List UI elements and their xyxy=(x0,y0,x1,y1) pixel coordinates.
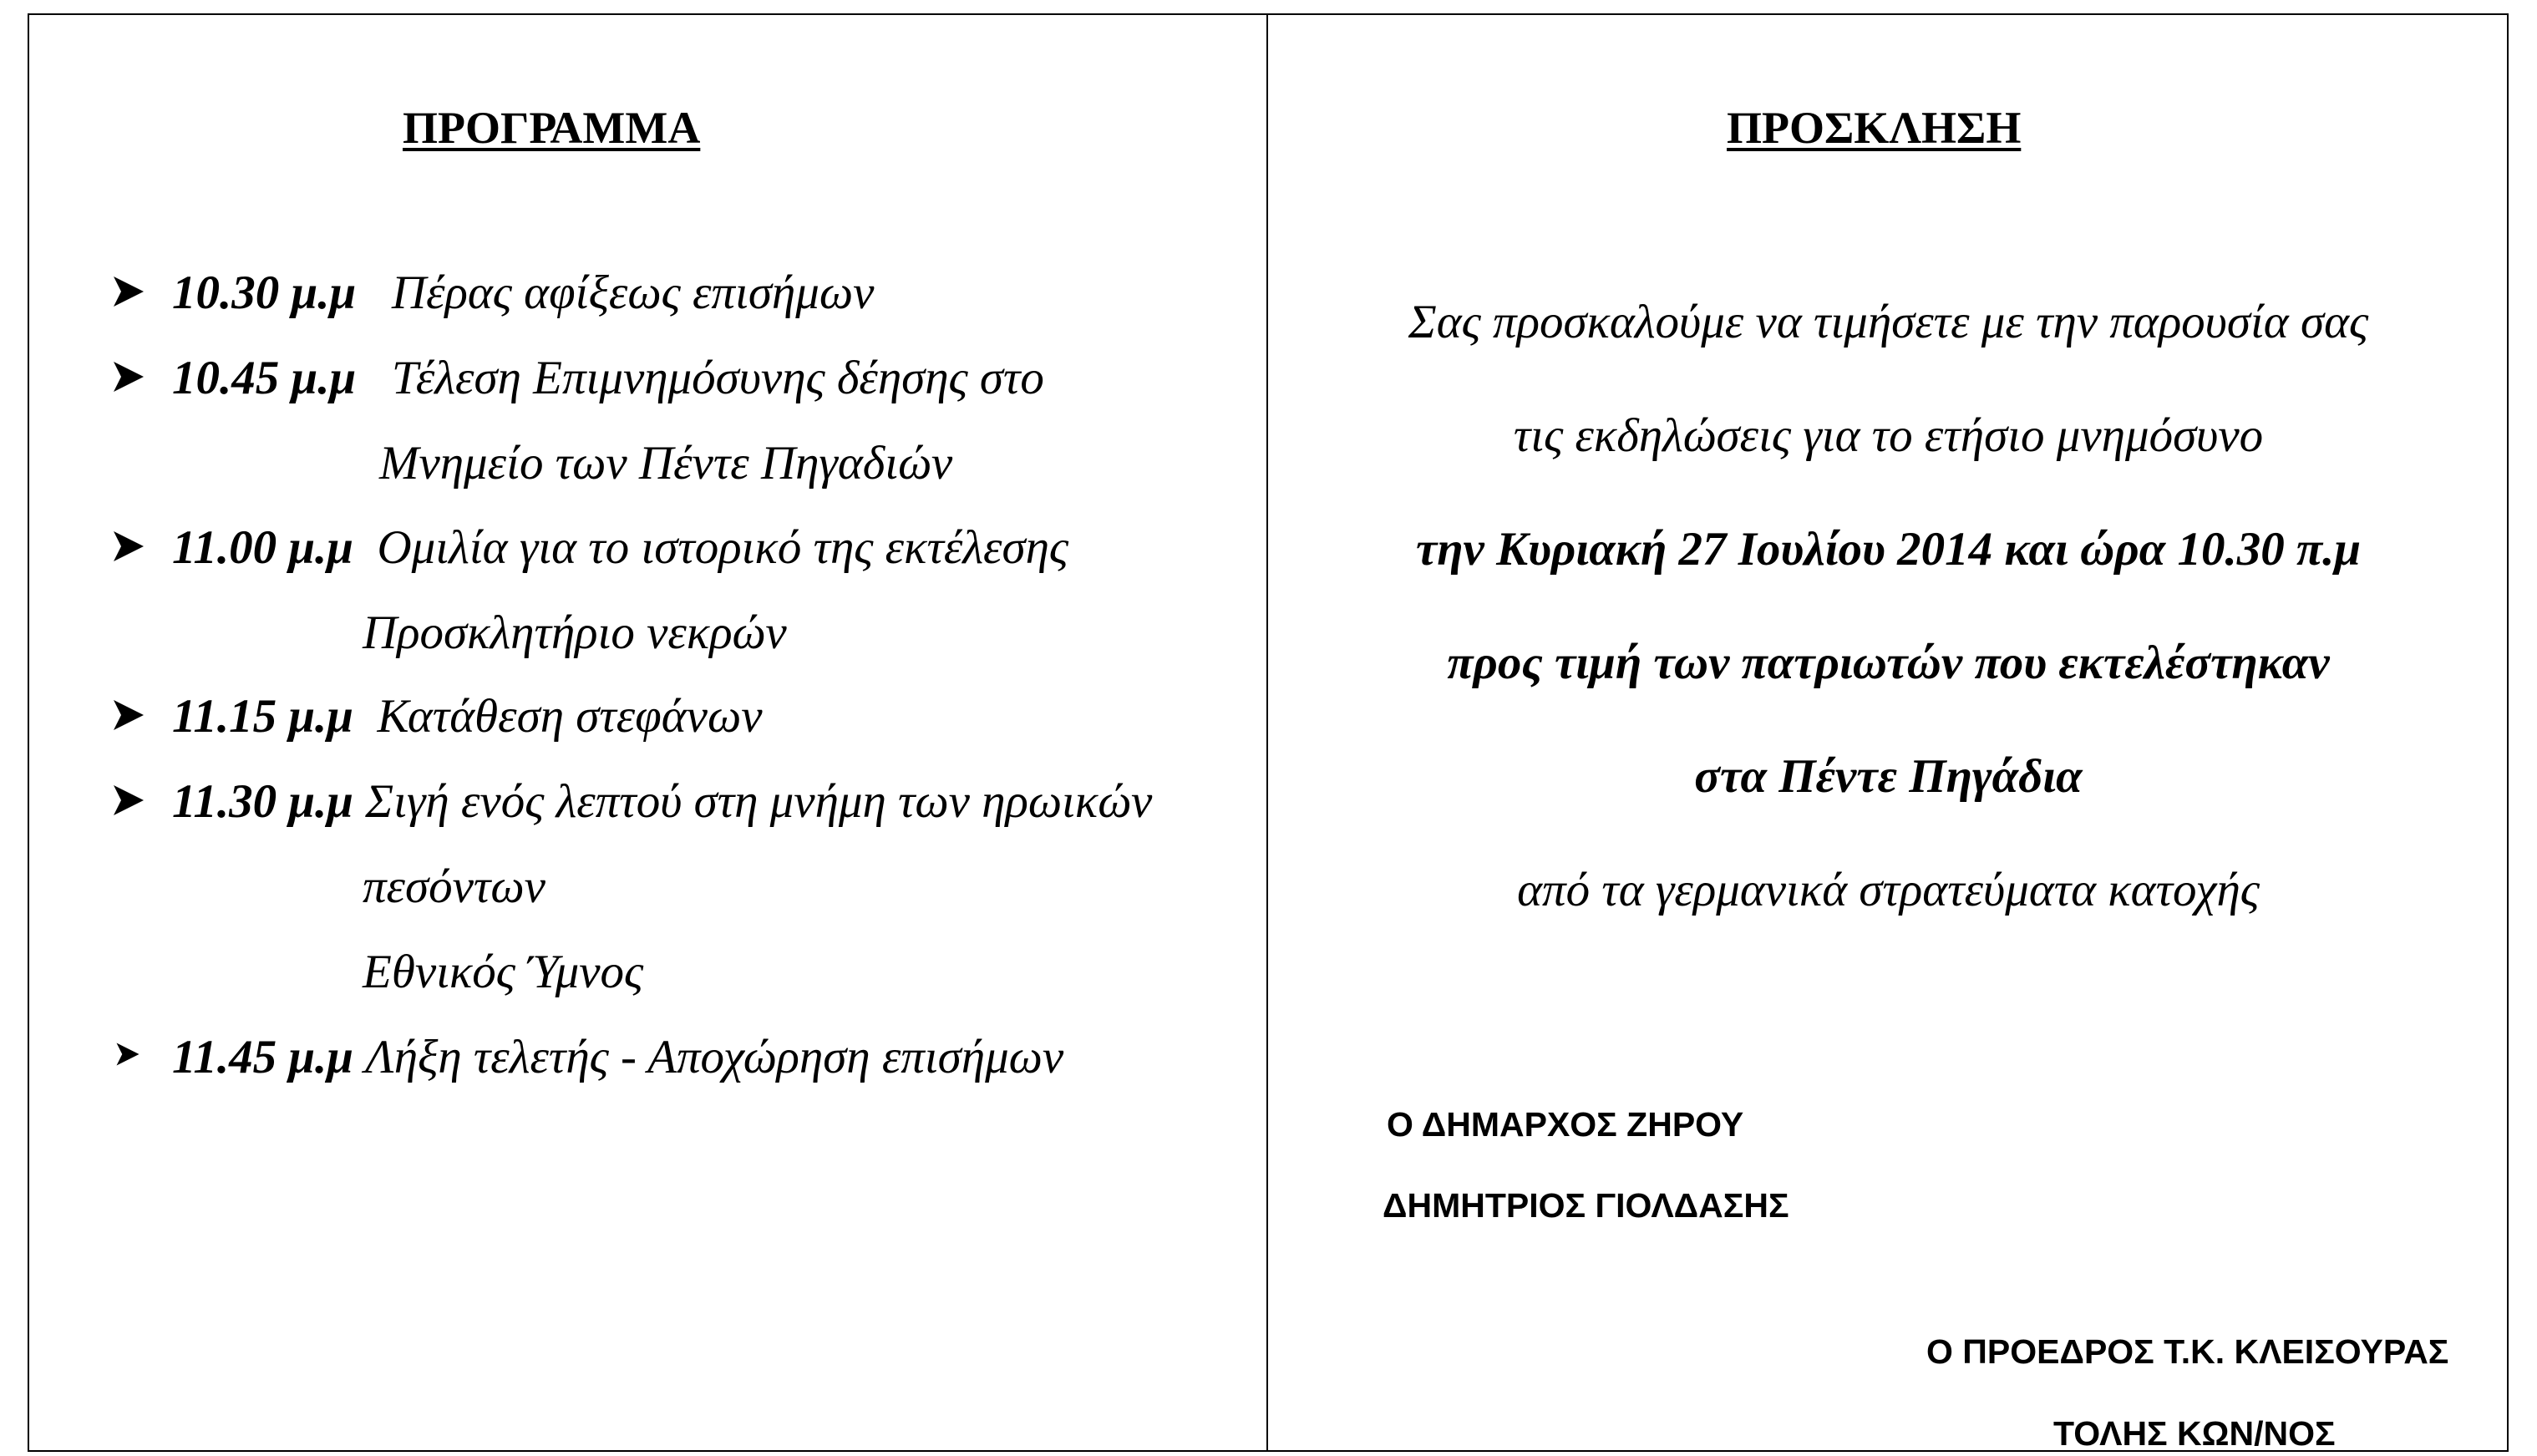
invitation-line-location: στα Πέντε Πηγάδια xyxy=(1694,750,2083,803)
program-item-text: Κατάθεση στεφάνων xyxy=(377,690,763,743)
program-item-continuation: Μνημείο των Πέντε Πηγαδιών xyxy=(379,437,953,490)
invitation-heading: ΠΡΟΣΚΛΗΣΗ xyxy=(1727,103,2022,153)
program-item-time: 11.30 μ.μ xyxy=(172,775,354,828)
program-item-time: 11.00 μ.μ xyxy=(172,521,354,574)
program-item-5 xyxy=(172,774,1152,829)
invitation-line: προς τιμή των πατριωτών που εκτελέστηκαν xyxy=(1447,637,2330,689)
invitation-line: Σας προσκαλούμε να τιμήσετε με την παρουσία σας xyxy=(1408,296,2369,348)
mayor-name: ΔΗΜΗΤΡΙΟΣ ΓΙΟΛΔΑΣΗΣ xyxy=(1383,1186,1789,1225)
column-divider xyxy=(1266,13,1268,1452)
program-item-6 xyxy=(172,1030,1063,1084)
program-heading: ΠΡΟΓΡΑΜΜΑ xyxy=(403,103,701,153)
mayor-title: Ο ΔΗΜΑΡΧΟΣ ΖΗΡΟΥ xyxy=(1387,1105,1744,1144)
program-item-3 xyxy=(172,520,1068,575)
invitation-line: τις εκδηλώσεις για το ετήσιο μνημόσυνο xyxy=(1513,409,2264,462)
arrowhead-bullet-icon xyxy=(112,530,145,563)
program-item-time: 10.30 μ.μ xyxy=(172,266,357,319)
president-title: Ο ΠΡΟΕΔΡΟΣ Τ.Κ. ΚΛΕΙΣΟΥΡΑΣ xyxy=(1926,1332,2449,1371)
program-item-continuation: Προσκλητήριο νεκρών xyxy=(363,606,787,659)
arrowhead-bullet-icon xyxy=(115,1042,140,1067)
program-item-text: Λήξη τελετής - Αποχώρηση επισήμων xyxy=(365,1031,1064,1083)
program-item-text: Σιγή ενός λεπτού στη μνήμη των ηρωικών xyxy=(365,775,1153,828)
program-item-time: 10.45 μ.μ xyxy=(172,352,357,404)
arrowhead-bullet-icon xyxy=(112,275,145,308)
invitation-line: από τα γερμανικά στρατεύματα κατοχής xyxy=(1517,864,2260,916)
arrowhead-bullet-icon xyxy=(112,360,145,393)
program-item-2 xyxy=(172,351,1044,405)
president-name: ΤΟΛΗΣ ΚΩΝ/ΝΟΣ xyxy=(2053,1414,2336,1453)
program-item-1 xyxy=(172,266,874,320)
program-item-continuation: πεσόντων xyxy=(363,860,545,913)
program-item-time: 11.15 μ.μ xyxy=(172,690,354,743)
program-item-time: 11.45 μ.μ xyxy=(172,1031,354,1083)
arrowhead-bullet-icon xyxy=(112,784,145,817)
program-item-continuation: Εθνικός Ύμνος xyxy=(363,946,644,998)
program-item-4 xyxy=(172,689,763,743)
program-item-text: Ομιλία για το ιστορικό της εκτέλεσης xyxy=(377,521,1068,574)
program-item-text: Τέλεση Επιμνημόσυνης δέησης στο xyxy=(391,352,1044,404)
invitation-line-date: την Κυριακή 27 Ιουλίου 2014 και ώρα 10.30 π.μ xyxy=(1415,523,2362,576)
program-item-text: Πέρας αφίξεως επισήμων xyxy=(391,266,875,319)
arrowhead-bullet-icon xyxy=(112,698,145,732)
